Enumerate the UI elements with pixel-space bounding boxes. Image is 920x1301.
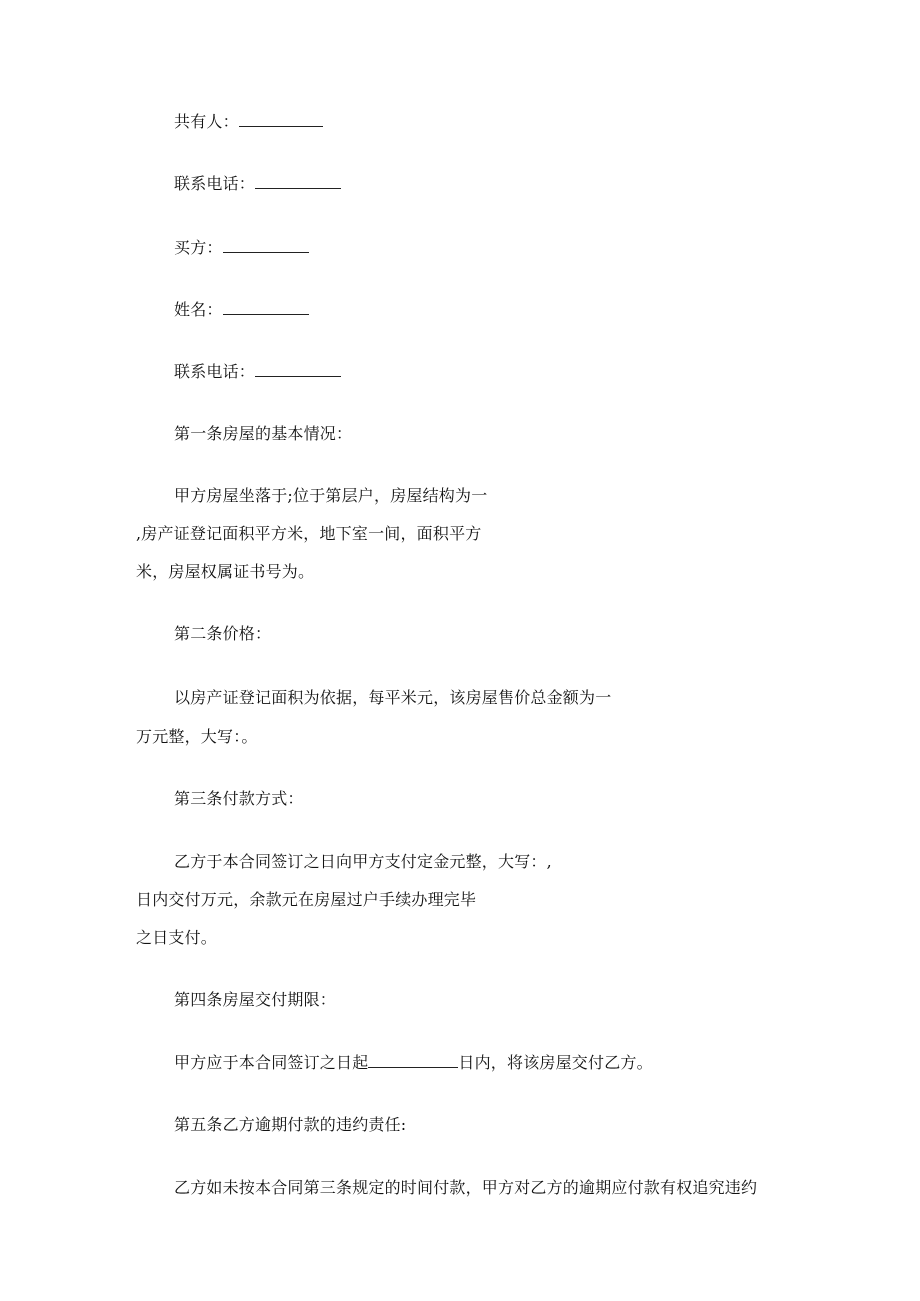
delivery-days-blank bbox=[368, 1053, 458, 1068]
article1-line3: 米，房屋权属证书号为。 bbox=[136, 562, 315, 581]
article2-heading: 第二条价格： bbox=[174, 624, 272, 643]
article1-heading: 第一条房屋的基本情况： bbox=[174, 424, 353, 443]
article5-heading: 第五条乙方逾期付款的违约责任: bbox=[174, 1115, 407, 1134]
coowner-blank bbox=[239, 112, 323, 127]
buyer-label: 买方： bbox=[174, 238, 223, 257]
phone2-label: 联系电话： bbox=[174, 362, 256, 381]
article1-line2: ,房产证登记面积平方米，地下室一间，面积平方 bbox=[136, 524, 482, 543]
article1-line1: 甲方房屋坐落于;位于第层户，房屋结构为一 bbox=[174, 486, 488, 505]
article4-line1-after: 日内，将该房屋交付乙方。 bbox=[458, 1053, 653, 1072]
phone1-field bbox=[174, 174, 341, 194]
article2-line1: 以房产证登记面积为依据，每平米元，该房屋售价总金额为一 bbox=[174, 688, 612, 707]
article2-line2: 万元整，大写：。 bbox=[136, 727, 258, 746]
coowner-label: 共有人： bbox=[174, 112, 239, 131]
article4-heading: 第四条房屋交付期限： bbox=[174, 990, 337, 1009]
article3-line1: 乙方于本合同签订之日向甲方支付定金元整，大写：, bbox=[174, 852, 552, 871]
article4-line1 bbox=[174, 1053, 653, 1073]
coowner-field bbox=[174, 112, 323, 132]
article3-line2: 日内交付万元，余款元在房屋过户手续办理完毕 bbox=[136, 890, 477, 909]
name-blank bbox=[223, 300, 309, 315]
buyer-field bbox=[174, 238, 309, 258]
article4-line1-before: 甲方应于本合同签订之日起 bbox=[174, 1053, 369, 1072]
article5-line1: 乙方如未按本合同第三条规定的时间付款，甲方对乙方的逾期应付款有权追究违约 bbox=[174, 1178, 758, 1197]
buyer-blank bbox=[223, 238, 309, 253]
phone1-blank bbox=[255, 174, 341, 189]
name-label: 姓名： bbox=[174, 300, 223, 319]
phone2-blank bbox=[255, 362, 341, 377]
name-field bbox=[174, 300, 309, 320]
phone1-label: 联系电话： bbox=[174, 174, 256, 193]
article3-line3: 之日支付。 bbox=[136, 928, 218, 947]
phone2-field bbox=[174, 362, 341, 382]
article3-heading: 第三条付款方式： bbox=[174, 789, 304, 808]
